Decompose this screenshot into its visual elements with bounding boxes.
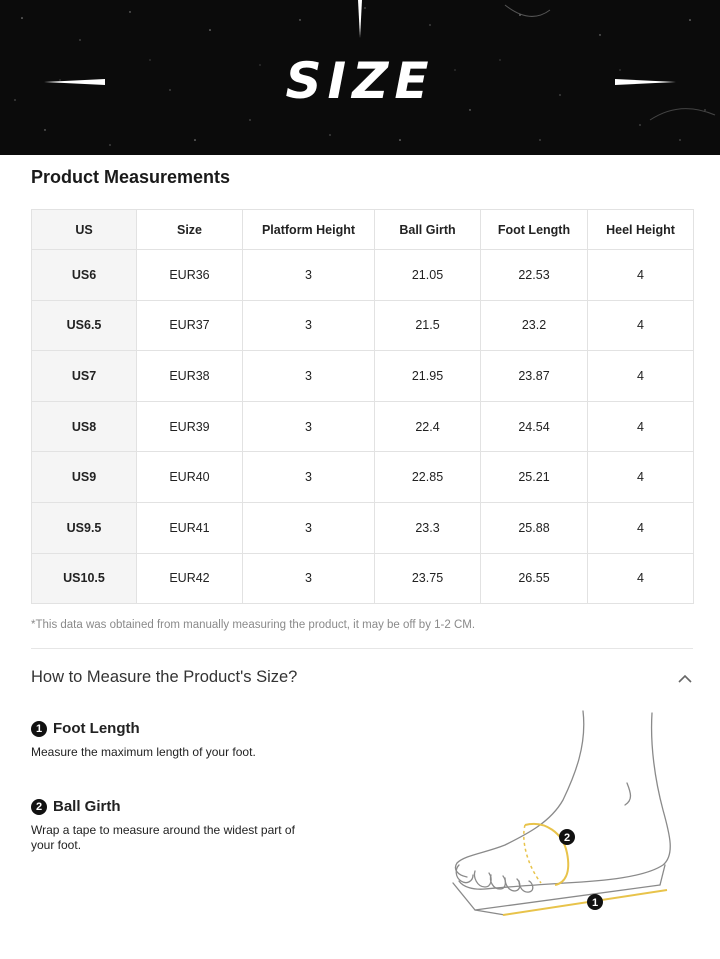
- section-divider: [31, 648, 693, 649]
- cell-ball-girth: 21.5: [375, 300, 481, 351]
- cell-size: EUR40: [137, 452, 243, 503]
- cell-heel-height: 4: [588, 452, 694, 503]
- table-row: [32, 452, 694, 503]
- diagram-label-2: 2: [563, 832, 571, 844]
- cell-heel-height: 4: [588, 553, 694, 604]
- header-foot-length: Foot Length: [481, 210, 588, 250]
- size-table: [31, 209, 694, 604]
- cell-ball-girth: 23.75: [375, 553, 481, 604]
- cell-foot-length: 23.87: [481, 351, 588, 402]
- cell-us: US8: [32, 401, 137, 452]
- cell-size: EUR36: [137, 250, 243, 301]
- cell-platform-height: 3: [243, 351, 375, 402]
- step-ball-girth: [31, 798, 295, 853]
- chevron-up-icon[interactable]: [676, 672, 694, 686]
- cell-us: US6: [32, 250, 137, 301]
- cell-ball-girth: 23.3: [375, 502, 481, 553]
- cell-us: US6.5: [32, 300, 137, 351]
- cell-foot-length: 24.54: [481, 401, 588, 452]
- cell-foot-length: 22.53: [481, 250, 588, 301]
- table-header-row: [32, 210, 694, 250]
- size-banner: [0, 0, 720, 155]
- cell-platform-height: 3: [243, 401, 375, 452]
- cell-ball-girth: 22.85: [375, 452, 481, 503]
- cell-ball-girth: 21.95: [375, 351, 481, 402]
- banner-title: SIZE: [285, 52, 435, 110]
- cell-heel-height: 4: [588, 502, 694, 553]
- how-to-measure-title[interactable]: How to Measure the Product's Size?: [31, 668, 298, 686]
- step-number-badge: 1: [31, 721, 47, 737]
- foot-measurement-diagram: [445, 705, 720, 959]
- header-us: US: [32, 210, 137, 250]
- cell-foot-length: 25.21: [481, 452, 588, 503]
- cell-platform-height: 3: [243, 553, 375, 604]
- step-title: Foot Length: [53, 720, 140, 737]
- header-size: Size: [137, 210, 243, 250]
- section-title: Product Measurements: [31, 167, 231, 187]
- step-title: Ball Girth: [53, 798, 121, 815]
- cell-heel-height: 4: [588, 351, 694, 402]
- cell-foot-length: 25.88: [481, 502, 588, 553]
- step-number-badge: 2: [31, 799, 47, 815]
- step-description-line: your foot.: [31, 838, 82, 852]
- measurement-note: *This data was obtained from manually measuring the product, it may be off by 1-2 CM.: [31, 619, 476, 631]
- cell-ball-girth: 22.4: [375, 401, 481, 452]
- cell-heel-height: 4: [588, 401, 694, 452]
- cell-heel-height: 4: [588, 300, 694, 351]
- cell-platform-height: 3: [243, 452, 375, 503]
- header-ball-girth: Ball Girth: [375, 210, 481, 250]
- cell-platform-height: 3: [243, 250, 375, 301]
- cell-us: US10.5: [32, 553, 137, 604]
- cell-foot-length: 23.2: [481, 300, 588, 351]
- header-heel-height: Heel Height: [588, 210, 694, 250]
- table-row: [32, 250, 694, 301]
- cell-ball-girth: 21.05: [375, 250, 481, 301]
- cell-us: US7: [32, 351, 137, 402]
- table-row: [32, 351, 694, 402]
- cell-us: US9.5: [32, 502, 137, 553]
- table-row: [32, 401, 694, 452]
- cell-size: EUR41: [137, 502, 243, 553]
- cell-us: US9: [32, 452, 137, 503]
- table-row: [32, 553, 694, 604]
- cell-size: EUR42: [137, 553, 243, 604]
- cell-size: EUR39: [137, 401, 243, 452]
- header-platform-height: Platform Height: [243, 210, 375, 250]
- cell-foot-length: 26.55: [481, 553, 588, 604]
- table-row: [32, 300, 694, 351]
- step-description: Measure the maximum length of your foot.: [31, 745, 256, 759]
- table-row: [32, 502, 694, 553]
- cell-size: EUR37: [137, 300, 243, 351]
- cell-heel-height: 4: [588, 250, 694, 301]
- diagram-label-1: 1: [591, 897, 599, 909]
- step-description-line: Wrap a tape to measure around the widest part of: [31, 823, 295, 837]
- cell-platform-height: 3: [243, 300, 375, 351]
- cell-size: EUR38: [137, 351, 243, 402]
- cell-platform-height: 3: [243, 502, 375, 553]
- step-foot-length: [31, 720, 256, 760]
- step-description: [31, 823, 295, 853]
